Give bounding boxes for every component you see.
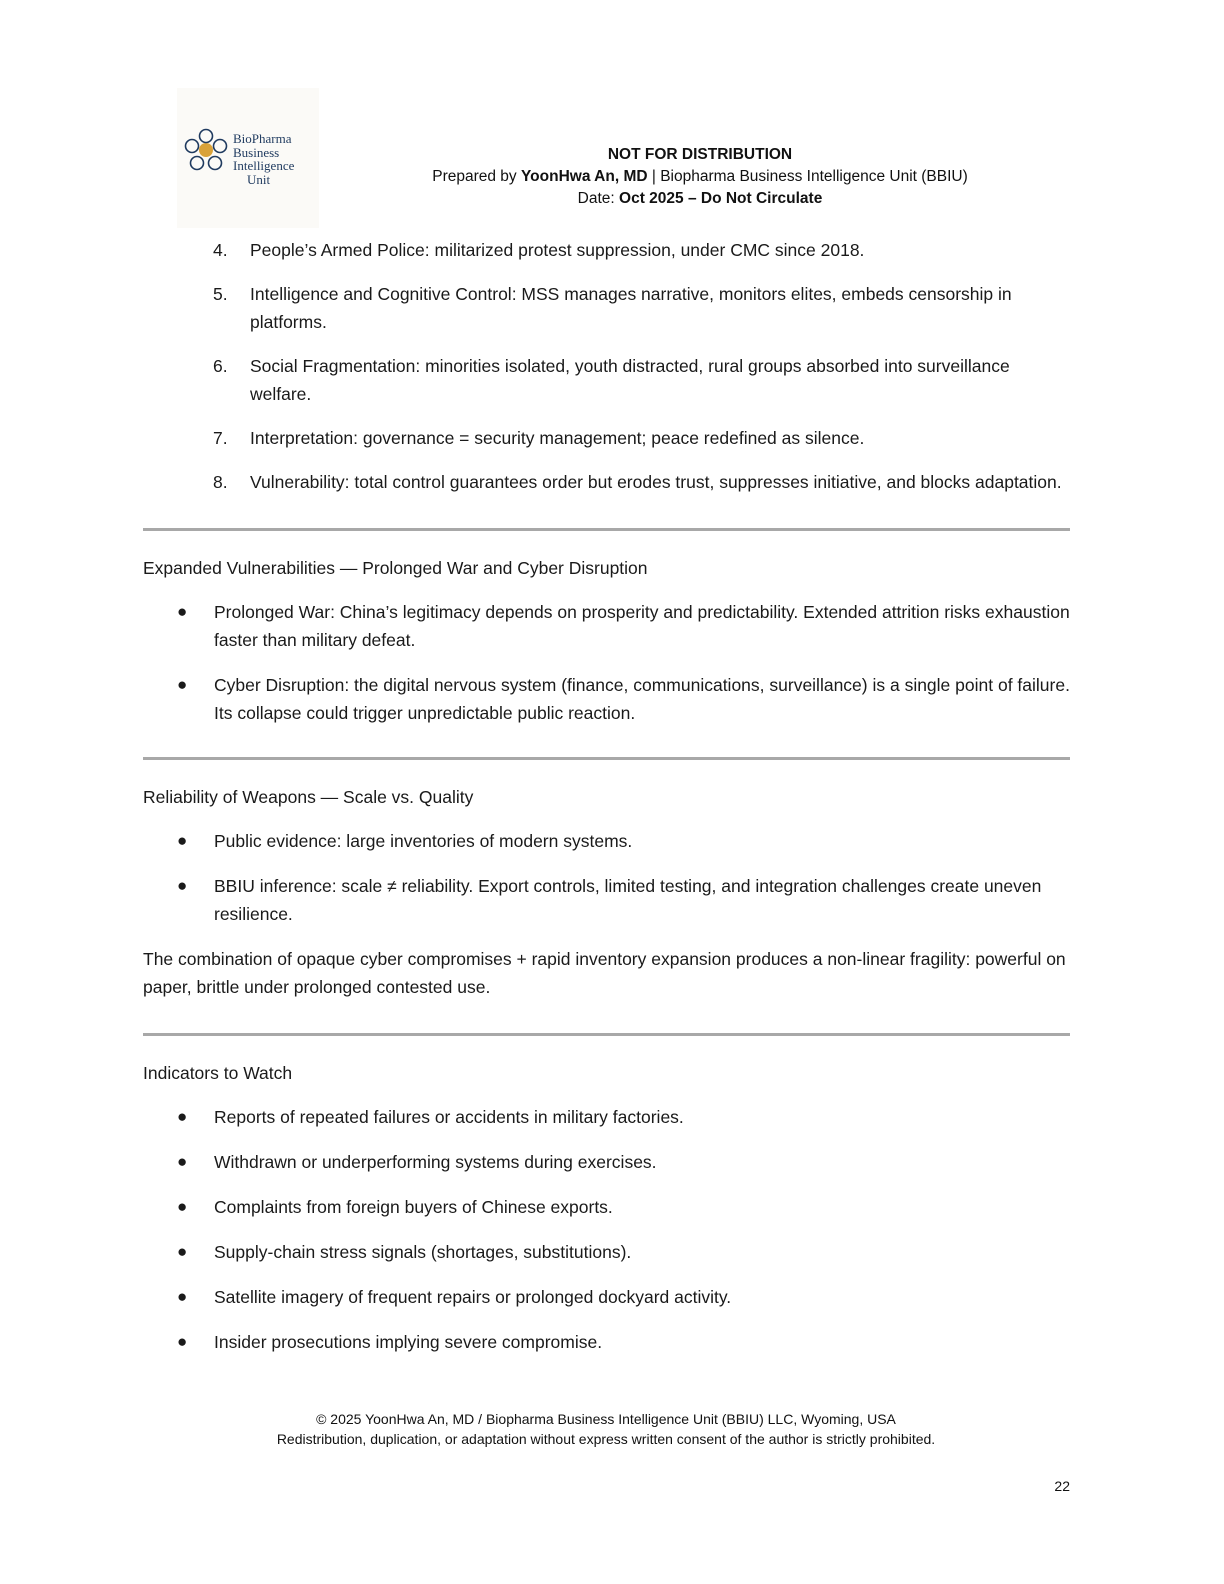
item-text: People’s Armed Police: militarized protest suppression, under CMC since 2018. bbox=[250, 240, 865, 260]
bullet-list bbox=[143, 598, 1070, 727]
logo-line: Unit bbox=[247, 171, 271, 187]
date-line bbox=[380, 188, 1020, 210]
item-number: 6. bbox=[213, 356, 228, 376]
logo-line: Intelligence bbox=[233, 158, 295, 173]
bullet-text: Withdrawn or underperforming systems during exercises. bbox=[214, 1152, 657, 1172]
main-content bbox=[143, 236, 1070, 1373]
item-number: 7. bbox=[213, 428, 228, 448]
bullet-item bbox=[143, 1103, 1070, 1131]
section-heading: Expanded Vulnerabilities — Prolonged War and Cyber Disruption bbox=[143, 558, 648, 578]
document-header bbox=[380, 144, 1020, 210]
body-paragraph: The combination of opaque cyber compromises + rapid inventory expansion produces a non-linear fragility: powerful on paper, brittle under prolonged contested use. bbox=[143, 949, 1066, 997]
distribution-notice: NOT FOR DISTRIBUTION bbox=[607, 146, 793, 163]
bullet-list bbox=[143, 1103, 1070, 1356]
bullet-item bbox=[143, 1193, 1070, 1221]
item-text: Vulnerability: total control guarantees order but erodes trust, suppresses initiative, and blocks adaptation. bbox=[250, 472, 1062, 492]
date-value: Oct 2025 – Do Not Circulate bbox=[619, 190, 823, 207]
numbered-item bbox=[143, 280, 1070, 336]
bullet-text: Prolonged War: China’s legitimacy depends on prosperity and predictability. Extended attrition risks exhaustion faster than military defeat. bbox=[214, 602, 1070, 650]
bullet-item bbox=[143, 872, 1070, 928]
bullet-icon: ● bbox=[177, 1332, 188, 1351]
bullet-item bbox=[143, 598, 1070, 654]
item-text: Intelligence and Cognitive Control: MSS manages narrative, monitors elites, embeds censorship in platforms. bbox=[250, 284, 1012, 332]
bullet-item bbox=[143, 827, 1070, 855]
bullet-icon: ● bbox=[177, 1197, 188, 1216]
bullet-item bbox=[143, 1148, 1070, 1176]
item-number: 5. bbox=[213, 284, 228, 304]
section-divider bbox=[143, 1033, 1070, 1036]
date-prefix: Date: bbox=[577, 190, 620, 207]
pentagon-rings-icon bbox=[181, 128, 231, 178]
bullet-text: Reports of repeated failures or accidents in military factories. bbox=[214, 1107, 684, 1127]
bbiu-logo bbox=[177, 88, 319, 228]
bullet-icon: ● bbox=[177, 675, 188, 694]
numbered-item bbox=[143, 468, 1070, 496]
bullet-item bbox=[143, 1283, 1070, 1311]
bullet-text: Supply-chain stress signals (shortages, substitutions). bbox=[214, 1242, 632, 1262]
section-divider bbox=[143, 757, 1070, 760]
rights-line: Redistribution, duplication, or adaptation without express written consent of the author is strictly prohibited. bbox=[276, 1431, 936, 1447]
logo-line: BioPharma bbox=[233, 131, 292, 146]
item-text: Social Fragmentation: minorities isolated, youth distracted, rural groups absorbed into surveillance welfare. bbox=[250, 356, 1010, 404]
prepared-prefix: Prepared by bbox=[432, 168, 521, 185]
prepared-by-line bbox=[380, 166, 1020, 188]
author-name: YoonHwa An, MD bbox=[520, 168, 648, 185]
numbered-item bbox=[143, 236, 1070, 264]
prepared-suffix: | Biopharma Business Intelligence Unit (BBIU) bbox=[647, 168, 968, 185]
bullet-icon: ● bbox=[177, 602, 188, 621]
section-heading: Reliability of Weapons — Scale vs. Quality bbox=[143, 787, 474, 807]
bullet-icon: ● bbox=[177, 876, 188, 895]
logo-line: Business bbox=[233, 144, 280, 160]
item-text: Interpretation: governance = security management; peace redefined as silence. bbox=[250, 428, 865, 448]
item-number: 4. bbox=[213, 240, 228, 260]
numbered-list bbox=[143, 236, 1070, 496]
section-divider bbox=[143, 528, 1070, 531]
numbered-item bbox=[143, 352, 1070, 408]
bullet-text: Insider prosecutions implying severe compromise. bbox=[214, 1332, 603, 1352]
item-number: 8. bbox=[213, 472, 228, 492]
section-heading: Indicators to Watch bbox=[143, 1063, 293, 1083]
copyright-footer bbox=[160, 1409, 1052, 1449]
bullet-icon: ● bbox=[177, 1242, 188, 1261]
bullet-text: Public evidence: large inventories of modern systems. bbox=[214, 831, 633, 851]
page-number: 22 bbox=[1054, 1478, 1070, 1494]
copyright-line: © 2025 YoonHwa An, MD / Biopharma Business Intelligence Unit (BBIU) LLC, Wyoming, USA bbox=[316, 1411, 896, 1427]
bullet-text: BBIU inference: scale ≠ reliability. Export controls, limited testing, and integration challenges create uneven resilience. bbox=[214, 876, 1042, 924]
bullet-list bbox=[143, 827, 1070, 928]
bullet-item bbox=[143, 1328, 1070, 1356]
bullet-item bbox=[143, 671, 1070, 727]
bullet-icon: ● bbox=[177, 831, 188, 850]
bullet-item bbox=[143, 1238, 1070, 1266]
bullet-text: Satellite imagery of frequent repairs or prolonged dockyard activity. bbox=[214, 1287, 732, 1307]
numbered-item bbox=[143, 424, 1070, 452]
logo-wordmark bbox=[233, 132, 294, 186]
bullet-icon: ● bbox=[177, 1152, 188, 1171]
bullet-text: Complaints from foreign buyers of Chinese exports. bbox=[214, 1197, 613, 1217]
bullet-text: Cyber Disruption: the digital nervous system (finance, communications, surveillance) is a single point of failure. Its collapse could trigger unpredictable public reaction. bbox=[214, 675, 1070, 723]
bullet-icon: ● bbox=[177, 1107, 188, 1126]
bullet-icon: ● bbox=[177, 1287, 188, 1306]
